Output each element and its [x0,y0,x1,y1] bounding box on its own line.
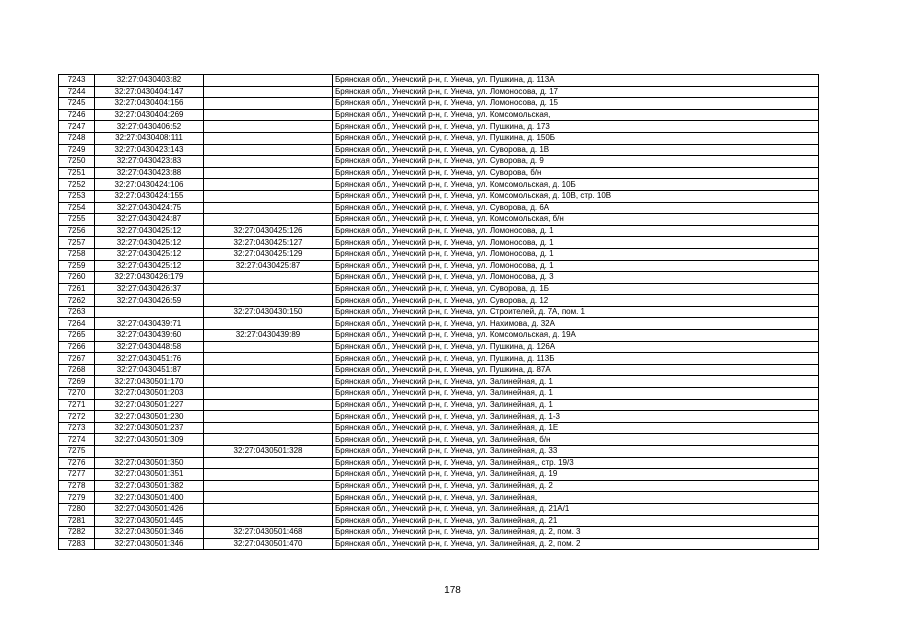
row-number-cell: 7252 [59,179,95,191]
land-cadastral-number-cell: 32:27:0430426:37 [95,283,204,295]
land-cadastral-number-cell: 32:27:0430425:12 [95,225,204,237]
address-cell: Брянская обл., Унечский р-н, г. Унеча, ул. Залинейная, д. 1 [333,399,819,411]
table-row [59,492,819,504]
table-row [59,388,819,400]
land-cadastral-number-cell: 32:27:0430423:143 [95,144,204,156]
row-number-cell: 7261 [59,283,95,295]
object-cadastral-number-cell [204,364,333,376]
table-row [59,330,819,342]
object-cadastral-number-cell [204,422,333,434]
row-number-cell: 7275 [59,446,95,458]
land-cadastral-number-cell: 32:27:0430403:82 [95,75,204,87]
page-number: 178 [444,585,461,596]
object-cadastral-number-cell: 32:27:0430425:126 [204,225,333,237]
table-row [59,376,819,388]
land-cadastral-number-cell: 32:27:0430501:445 [95,515,204,527]
land-cadastral-number-cell: 32:27:0430404:156 [95,98,204,110]
object-cadastral-number-cell [204,121,333,133]
row-number-cell: 7279 [59,492,95,504]
row-number-cell: 7276 [59,457,95,469]
object-cadastral-number-cell [204,457,333,469]
row-number-cell: 7260 [59,272,95,284]
row-number-cell: 7243 [59,75,95,87]
table-row [59,121,819,133]
table-row [59,318,819,330]
table-row [59,399,819,411]
address-cell: Брянская обл., Унечский р-н, г. Унеча, ул. Комсомольская, д. 10В, стр. 10В [333,190,819,202]
table-row [59,86,819,98]
object-cadastral-number-cell [204,469,333,481]
row-number-cell: 7264 [59,318,95,330]
land-cadastral-number-cell: 32:27:0430408:111 [95,132,204,144]
object-cadastral-number-cell [204,272,333,284]
object-cadastral-number-cell [204,132,333,144]
row-number-cell: 7254 [59,202,95,214]
row-number-cell: 7263 [59,306,95,318]
object-cadastral-number-cell [204,411,333,423]
land-cadastral-number-cell: 32:27:0430424:87 [95,214,204,226]
table-row [59,515,819,527]
table-row [59,190,819,202]
address-cell: Брянская обл., Унечский р-н, г. Унеча, ул. Пушкина, д. 87А [333,364,819,376]
address-cell: Брянская обл., Унечский р-н, г. Унеча, ул. Залинейная, д. 2, пом. 2 [333,538,819,550]
row-number-cell: 7273 [59,422,95,434]
address-cell: Брянская обл., Унечский р-н, г. Унеча, ул. Залинейная, д. 2, пом. 3 [333,527,819,539]
row-number-cell: 7256 [59,225,95,237]
address-cell: Брянская обл., Унечский р-н, г. Унеча, ул. Ломоносова, д. 15 [333,98,819,110]
row-number-cell: 7247 [59,121,95,133]
row-number-cell: 7265 [59,330,95,342]
table-row [59,306,819,318]
table-row [59,503,819,515]
land-cadastral-number-cell: 32:27:0430501:426 [95,503,204,515]
address-cell: Брянская обл., Унечский р-н, г. Унеча, ул. Залинейная,, стр. 19/3 [333,457,819,469]
table-row [59,109,819,121]
land-cadastral-number-cell: 32:27:0430501:227 [95,399,204,411]
table-row [59,411,819,423]
row-number-cell: 7248 [59,132,95,144]
row-number-cell: 7271 [59,399,95,411]
address-cell: Брянская обл., Унечский р-н, г. Унеча, ул. Пушкина, д. 113А [333,75,819,87]
row-number-cell: 7266 [59,341,95,353]
table-row [59,202,819,214]
table-row [59,341,819,353]
land-cadastral-number-cell: 32:27:0430404:147 [95,86,204,98]
object-cadastral-number-cell [204,144,333,156]
land-cadastral-number-cell: 32:27:0430501:203 [95,388,204,400]
table-row [59,457,819,469]
table-row [59,248,819,260]
row-number-cell: 7245 [59,98,95,110]
address-cell: Брянская обл., Унечский р-н, г. Унеча, ул. Залинейная, д. 33 [333,446,819,458]
row-number-cell: 7259 [59,260,95,272]
address-cell: Брянская обл., Унечский р-н, г. Унеча, ул. Залинейная, д. 21А/1 [333,503,819,515]
land-cadastral-number-cell: 32:27:0430424:75 [95,202,204,214]
table-row [59,260,819,272]
object-cadastral-number-cell: 32:27:0430425:129 [204,248,333,260]
land-cadastral-number-cell: 32:27:0430501:170 [95,376,204,388]
address-cell: Брянская обл., Унечский р-н, г. Унеча, ул. Суворова, д. 6А [333,202,819,214]
object-cadastral-number-cell [204,353,333,365]
land-cadastral-number-cell: 32:27:0430501:230 [95,411,204,423]
table-row [59,98,819,110]
land-cadastral-number-cell [95,306,204,318]
row-number-cell: 7269 [59,376,95,388]
address-cell: Брянская обл., Унечский р-н, г. Унеча, ул. Залинейная, д. 2 [333,480,819,492]
object-cadastral-number-cell [204,179,333,191]
object-cadastral-number-cell [204,214,333,226]
row-number-cell: 7244 [59,86,95,98]
object-cadastral-number-cell [204,399,333,411]
row-number-cell: 7278 [59,480,95,492]
land-cadastral-number-cell: 32:27:0430425:12 [95,248,204,260]
object-cadastral-number-cell [204,341,333,353]
row-number-cell: 7270 [59,388,95,400]
address-cell: Брянская обл., Унечский р-н, г. Унеча, ул. Залинейная, д. 1 [333,388,819,400]
land-cadastral-number-cell: 32:27:0430426:59 [95,295,204,307]
address-cell: Брянская обл., Унечский р-н, г. Унеча, ул. Суворова, д. 9 [333,156,819,168]
table-row [59,144,819,156]
address-cell: Брянская обл., Унечский р-н, г. Унеча, ул. Нахимова, д. 32А [333,318,819,330]
object-cadastral-number-cell [204,86,333,98]
land-cadastral-number-cell: 32:27:0430424:106 [95,179,204,191]
object-cadastral-number-cell [204,388,333,400]
row-number-cell: 7246 [59,109,95,121]
object-cadastral-number-cell [204,376,333,388]
object-cadastral-number-cell: 32:27:0430430:150 [204,306,333,318]
land-cadastral-number-cell: 32:27:0430448:58 [95,341,204,353]
land-cadastral-number-cell: 32:27:0430501:309 [95,434,204,446]
row-number-cell: 7281 [59,515,95,527]
table-row [59,237,819,249]
address-cell: Брянская обл., Унечский р-н, г. Унеча, ул. Ломоносова, д. 1 [333,260,819,272]
row-number-cell: 7258 [59,248,95,260]
object-cadastral-number-cell [204,202,333,214]
row-number-cell: 7268 [59,364,95,376]
land-cadastral-number-cell: 32:27:0430501:382 [95,480,204,492]
table-row [59,422,819,434]
row-number-cell: 7272 [59,411,95,423]
address-cell: Брянская обл., Унечский р-н, г. Унеча, ул. Суворова, д. 1Б [333,283,819,295]
address-cell: Брянская обл., Унечский р-н, г. Унеча, ул. Залинейная, [333,492,819,504]
row-number-cell: 7257 [59,237,95,249]
row-number-cell: 7280 [59,503,95,515]
object-cadastral-number-cell: 32:27:0430425:127 [204,237,333,249]
table-row [59,214,819,226]
table-row [59,434,819,446]
row-number-cell: 7262 [59,295,95,307]
row-number-cell: 7251 [59,167,95,179]
address-cell: Брянская обл., Унечский р-н, г. Унеча, ул. Комсомольская, б/н [333,214,819,226]
address-cell: Брянская обл., Унечский р-н, г. Унеча, ул. Суворова, б/н [333,167,819,179]
object-cadastral-number-cell: 32:27:0430501:470 [204,538,333,550]
address-cell: Брянская обл., Унечский р-н, г. Унеча, ул. Пушкина, д. 173 [333,121,819,133]
land-cadastral-number-cell: 32:27:0430501:351 [95,469,204,481]
table-row [59,283,819,295]
table-row [59,132,819,144]
row-number-cell: 7274 [59,434,95,446]
object-cadastral-number-cell: 32:27:0430439:89 [204,330,333,342]
land-cadastral-number-cell: 32:27:0430424:155 [95,190,204,202]
object-cadastral-number-cell [204,492,333,504]
table-row [59,225,819,237]
table-row [59,156,819,168]
row-number-cell: 7250 [59,156,95,168]
land-cadastral-number-cell: 32:27:0430423:88 [95,167,204,179]
address-cell: Брянская обл., Унечский р-н, г. Унеча, ул. Ломоносова, д. 1 [333,225,819,237]
address-cell: Брянская обл., Унечский р-н, г. Унеча, ул. Залинейная, д. 19 [333,469,819,481]
object-cadastral-number-cell [204,167,333,179]
object-cadastral-number-cell: 32:27:0430501:328 [204,446,333,458]
row-number-cell: 7267 [59,353,95,365]
land-cadastral-number-cell: 32:27:0430425:12 [95,260,204,272]
land-cadastral-number-cell: 32:27:0430501:350 [95,457,204,469]
table-row [59,295,819,307]
table-row [59,364,819,376]
object-cadastral-number-cell [204,283,333,295]
object-cadastral-number-cell [204,515,333,527]
table-row [59,446,819,458]
object-cadastral-number-cell [204,318,333,330]
object-cadastral-number-cell [204,295,333,307]
address-cell: Брянская обл., Унечский р-н, г. Унеча, ул. Пушкина, д. 126А [333,341,819,353]
address-cell: Брянская обл., Унечский р-н, г. Унеча, ул. Комсомольская, д. 10Б [333,179,819,191]
object-cadastral-number-cell [204,434,333,446]
object-cadastral-number-cell [204,156,333,168]
address-cell: Брянская обл., Унечский р-н, г. Унеча, ул. Комсомольская, [333,109,819,121]
land-cadastral-number-cell: 32:27:0430425:12 [95,237,204,249]
land-cadastral-number-cell: 32:27:0430439:71 [95,318,204,330]
table-row [59,179,819,191]
table-row [59,480,819,492]
object-cadastral-number-cell [204,109,333,121]
address-cell: Брянская обл., Унечский р-н, г. Унеча, ул. Ломоносова, д. 3 [333,272,819,284]
address-cell: Брянская обл., Унечский р-н, г. Унеча, ул. Залинейная, б/н [333,434,819,446]
table-row [59,167,819,179]
address-cell: Брянская обл., Унечский р-н, г. Унеча, ул. Залинейная, д. 21 [333,515,819,527]
row-number-cell: 7253 [59,190,95,202]
row-number-cell: 7283 [59,538,95,550]
object-cadastral-number-cell [204,503,333,515]
registry-table [58,74,819,550]
table-row [59,538,819,550]
row-number-cell: 7255 [59,214,95,226]
address-cell: Брянская обл., Унечский р-н, г. Унеча, ул. Комсомольская, д. 19А [333,330,819,342]
table-row [59,272,819,284]
object-cadastral-number-cell [204,98,333,110]
land-cadastral-number-cell: 32:27:0430501:346 [95,527,204,539]
land-cadastral-number-cell: 32:27:0430423:83 [95,156,204,168]
address-cell: Брянская обл., Унечский р-н, г. Унеча, ул. Ломоносова, д. 17 [333,86,819,98]
table-row [59,469,819,481]
object-cadastral-number-cell [204,190,333,202]
address-cell: Брянская обл., Унечский р-н, г. Унеча, ул. Пушкина, д. 150Б [333,132,819,144]
address-cell: Брянская обл., Унечский р-н, г. Унеча, ул. Залинейная, д. 1 [333,376,819,388]
address-cell: Брянская обл., Унечский р-н, г. Унеча, ул. Суворова, д. 1В [333,144,819,156]
object-cadastral-number-cell: 32:27:0430501:468 [204,527,333,539]
land-cadastral-number-cell: 32:27:0430501:400 [95,492,204,504]
land-cadastral-number-cell: 32:27:0430406:52 [95,121,204,133]
table-row [59,527,819,539]
land-cadastral-number-cell: 32:27:0430451:76 [95,353,204,365]
address-cell: Брянская обл., Унечский р-н, г. Унеча, ул. Ломоносова, д. 1 [333,248,819,260]
object-cadastral-number-cell [204,480,333,492]
registry-table-body [59,75,819,550]
address-cell: Брянская обл., Унечский р-н, г. Унеча, ул. Суворова, д. 12 [333,295,819,307]
land-cadastral-number-cell: 32:27:0430501:237 [95,422,204,434]
object-cadastral-number-cell: 32:27:0430425:87 [204,260,333,272]
row-number-cell: 7282 [59,527,95,539]
table-row [59,353,819,365]
row-number-cell: 7277 [59,469,95,481]
table-row [59,75,819,87]
address-cell: Брянская обл., Унечский р-н, г. Унеча, ул. Пушкина, д. 113Б [333,353,819,365]
address-cell: Брянская обл., Унечский р-н, г. Унеча, ул. Строителей, д. 7А, пом. 1 [333,306,819,318]
address-cell: Брянская обл., Унечский р-н, г. Унеча, ул. Залинейная, д. 1-3 [333,411,819,423]
land-cadastral-number-cell: 32:27:0430501:346 [95,538,204,550]
row-number-cell: 7249 [59,144,95,156]
address-cell: Брянская обл., Унечский р-н, г. Унеча, ул. Залинейная, д. 1Е [333,422,819,434]
land-cadastral-number-cell: 32:27:0430451:87 [95,364,204,376]
land-cadastral-number-cell: 32:27:0430404:269 [95,109,204,121]
land-cadastral-number-cell: 32:27:0430439:60 [95,330,204,342]
address-cell: Брянская обл., Унечский р-н, г. Унеча, ул. Ломоносова, д. 1 [333,237,819,249]
land-cadastral-number-cell [95,446,204,458]
land-cadastral-number-cell: 32:27:0430426:179 [95,272,204,284]
object-cadastral-number-cell [204,75,333,87]
